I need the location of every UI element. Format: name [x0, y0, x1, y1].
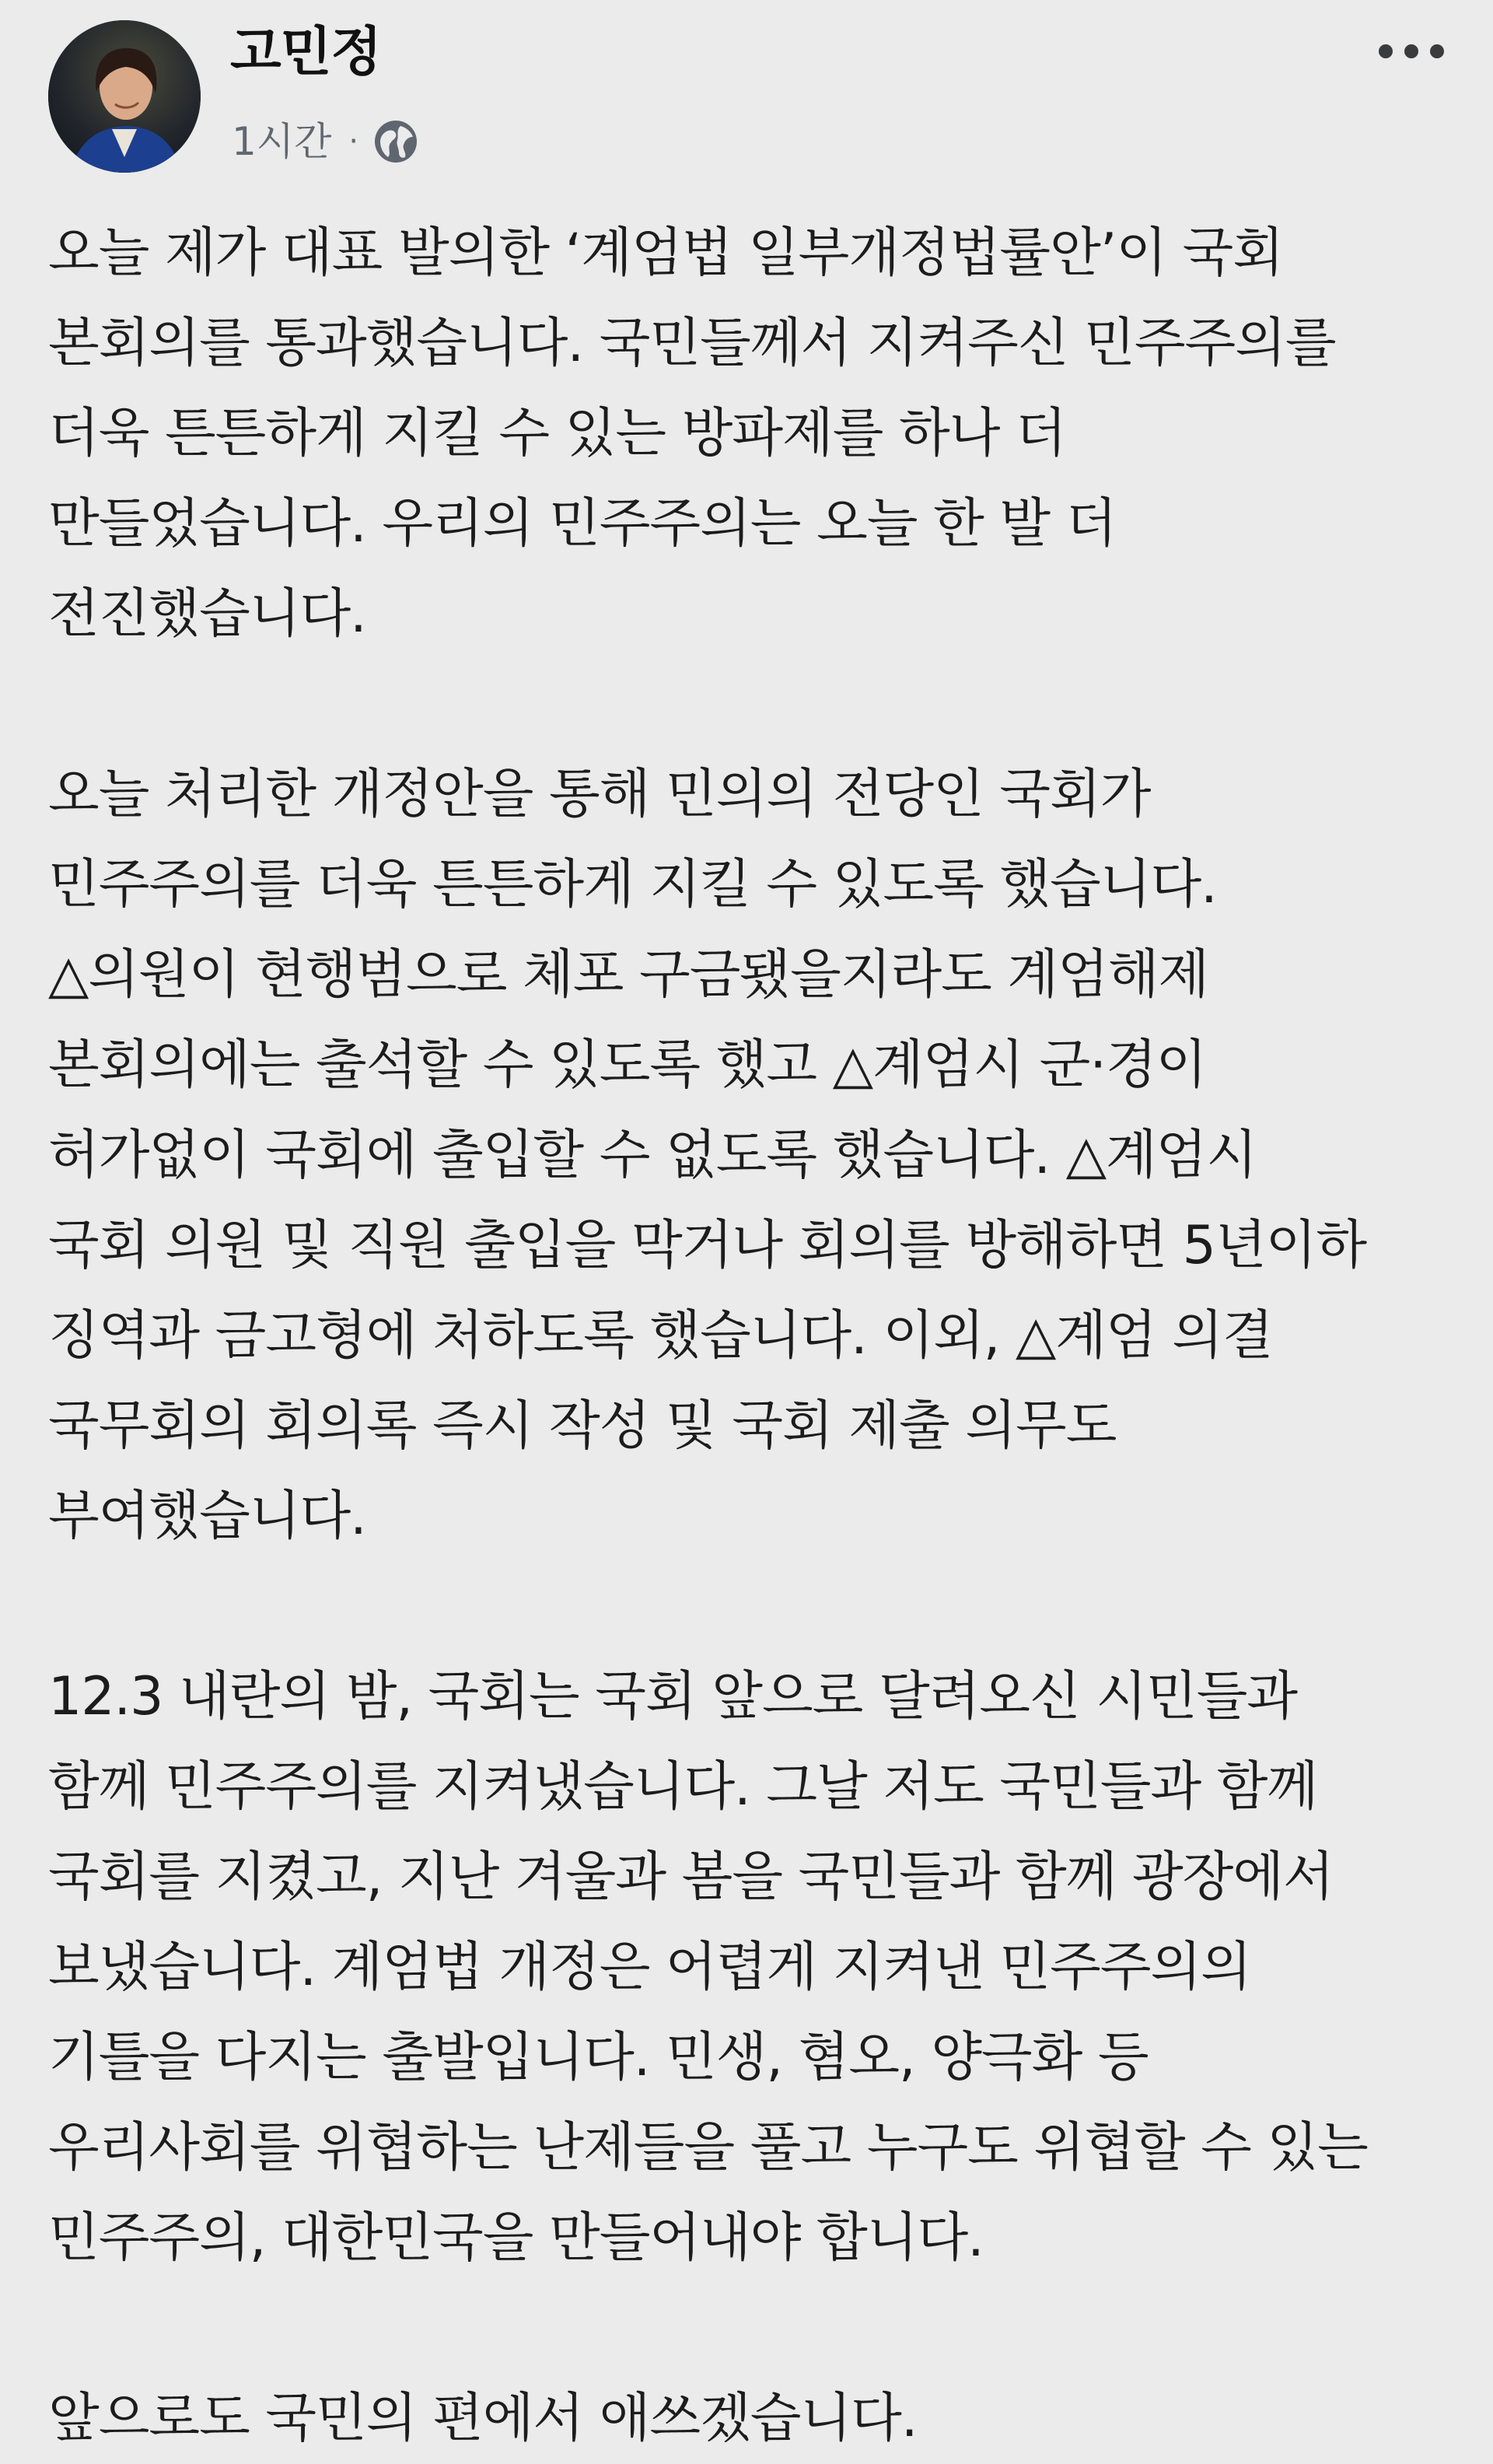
text-line: 전진했습니다. [48, 583, 366, 645]
more-options-icon [1369, 28, 1454, 75]
post-time[interactable]: 1시간 [232, 119, 332, 164]
text-line: 국회를 지켰고, 지난 겨울과 봄을 국민들과 함께 광장에서 [48, 1846, 1334, 1908]
text-line: 오늘 제가 대표 발의한 ‘계엄법 일부개정법률안’이 국회 [48, 222, 1284, 284]
text-line: 민주주의, 대한민국을 만들어내야 합니다. [48, 2207, 984, 2269]
globe-icon[interactable] [372, 118, 419, 165]
text-line: 본회의에는 출석할 수 있도록 했고 △계엄시 군·경이 [48, 1034, 1207, 1096]
paragraph-2 [48, 750, 1448, 1562]
author-name[interactable]: 고민정 [230, 22, 382, 83]
text-line: 징역과 금고형에 처하도록 했습니다. 이외, △계엄 의결 [48, 1305, 1273, 1367]
text-line: 함께 민주주의를 지켜냈습니다. 그날 저도 국민들과 함께 [48, 1756, 1318, 1818]
text-line: 국회 의원 및 직원 출입을 막거나 회의를 방해하면 5년이하 [48, 1215, 1367, 1276]
text-line: 부여했습니다. [48, 1486, 366, 1547]
text-line: 본회의를 통과했습니다. 국민들께서 지켜주신 민주주의를 [48, 313, 1336, 374]
post-body [48, 208, 1448, 2464]
text-line: 더욱 튼튼하게 지킬 수 있는 방파제를 하나 더 [48, 403, 1066, 464]
text-line: 허가없이 국회에 출입할 수 없도록 했습니다. △계엄시 [48, 1125, 1257, 1186]
text-line: 앞으로도 국민의 편에서 애쓰겠습니다. [48, 2388, 918, 2449]
paragraph-1 [48, 208, 1448, 660]
text-line: 국무회의 회의록 즉시 작성 및 국회 제출 의무도 [48, 1395, 1117, 1457]
text-line: 12.3 내란의 밤, 국회는 국회 앞으로 달려오신 시민들과 [48, 1666, 1298, 1727]
meta-separator: · [348, 124, 359, 159]
post-meta [232, 112, 419, 171]
paragraph-3 [48, 1652, 1448, 2284]
avatar-photo [48, 20, 201, 173]
text-line: 만들었습니다. 우리의 민주주의는 오늘 한 발 더 [48, 493, 1117, 555]
text-line: 보냈습니다. 계엄법 개정은 어렵게 지켜낸 민주주의의 [48, 1937, 1251, 1998]
text-line: 기틀을 다지는 출발입니다. 민생, 혐오, 양극화 등 [48, 2027, 1149, 2088]
paragraph-gap [48, 660, 1448, 750]
text-line: △의원이 현행범으로 체포 구금됐을지라도 계엄해제 [48, 944, 1209, 1006]
text-line: 민주주의를 더욱 튼튼하게 지킬 수 있도록 했습니다. [48, 854, 1217, 915]
paragraph-gap [48, 2284, 1448, 2374]
text-line: 우리사회를 위협하는 난제들을 풀고 누구도 위협할 수 있는 [48, 2117, 1368, 2179]
paragraph-gap [48, 1562, 1448, 1652]
avatar[interactable] [48, 20, 201, 173]
more-options-button[interactable] [1369, 28, 1454, 75]
post-header [0, 0, 1493, 194]
text-line: 오늘 처리한 개정안을 통해 민의의 전당인 국회가 [48, 764, 1151, 825]
paragraph-4 [48, 2374, 1448, 2464]
